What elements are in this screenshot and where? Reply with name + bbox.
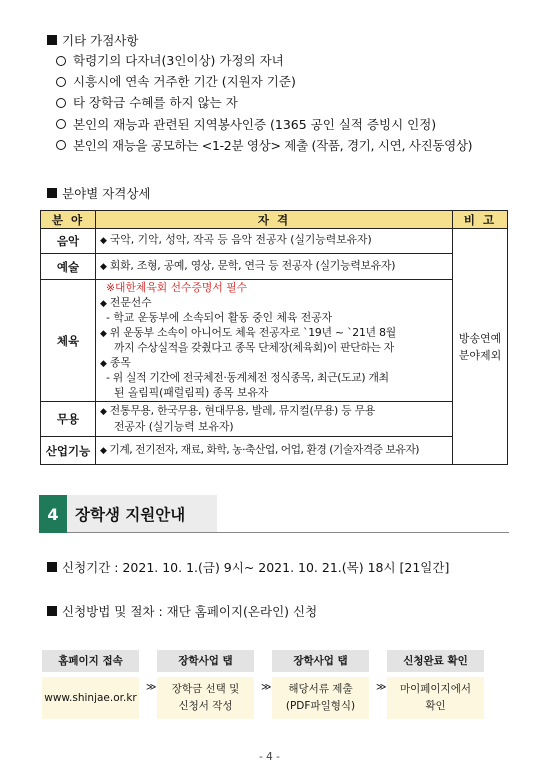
- field-dance: 무용: [41, 402, 96, 437]
- table-row: [41, 254, 508, 280]
- section-title: 장학생 지원안내: [67, 495, 217, 533]
- list-item: 시흥시에 연속 거주한 기간 (지원자 기준): [56, 71, 472, 92]
- qual-art: 회화, 조형, 공예, 영상, 문학, 연극 등 전공자 (실기능력보유자): [109, 258, 396, 272]
- note-line: 분야제외: [458, 348, 502, 362]
- flow-step: 장학사업 탭 해당서류 제출 (PDF파일형식): [272, 650, 369, 719]
- header-field: 분 야: [41, 211, 96, 229]
- section-banner: [39, 495, 509, 533]
- diamond-bullet-icon: ◆: [100, 328, 107, 339]
- note-cell: [453, 229, 508, 465]
- flow-step: 신청완료 확인 마이페이지에서 확인: [387, 650, 484, 719]
- field-industry: 산업기능: [41, 437, 96, 465]
- section-number: 4: [39, 495, 67, 533]
- square-bullet-icon: [47, 188, 57, 198]
- list-item: 타 장학금 수혜를 하지 않는 자: [56, 92, 472, 113]
- sports-required-note: ※대한체육회 선수증명서 필수: [106, 281, 248, 294]
- circle-bullet-icon: [56, 56, 66, 66]
- diamond-bullet-icon: ◆: [100, 261, 107, 272]
- page-number: - 4 -: [259, 751, 280, 763]
- table-header-row: [41, 211, 508, 229]
- square-bullet-icon: [47, 562, 57, 572]
- square-bullet-icon: [47, 35, 57, 45]
- field-sports: 체육: [41, 280, 96, 402]
- list-item: 본인의 재능을 공모하는 <1-2분 영상> 제출 (작품, 경기, 시연, 사진동영상): [56, 135, 472, 156]
- table-row: 무용 ◆ 전통무용, 한국무용, 현대무용, 발레, 뮤지컬(무용) 등 무용 전공자 (실기능력 보유자): [41, 402, 508, 437]
- arrow-right-icon: ≫: [376, 682, 387, 693]
- circle-bullet-icon: [56, 119, 66, 129]
- list-item: 학령기의 다자녀(3인이상) 가정의 자녀: [56, 50, 472, 71]
- arrow-right-icon: ≫: [261, 682, 272, 693]
- qualification-table: [40, 210, 508, 465]
- header-qual: 자 격: [96, 211, 453, 229]
- diamond-bullet-icon: ◆: [100, 445, 107, 456]
- diamond-bullet-icon: ◆: [100, 236, 107, 247]
- field-art: 예술: [41, 254, 96, 280]
- banner-divider: [67, 532, 509, 533]
- flow-step: 장학사업 탭 장학금 선택 및 신청서 작성: [157, 650, 254, 719]
- application-period: 신청기간 : 2021. 10. 1.(금) 9시~ 2021. 10. 21.(목) 18시 [21일간]: [47, 558, 449, 576]
- flow-step: 홈페이지 접속 www.shinjae.or.kr: [42, 650, 139, 719]
- field-qual-heading: [47, 184, 151, 202]
- circle-bullet-icon: [56, 98, 66, 108]
- arrow-right-icon: ≫: [146, 682, 157, 693]
- homepage-url: www.shinjae.or.kr: [44, 691, 137, 704]
- other-bonus-list: [56, 50, 472, 156]
- header-note: 비 고: [453, 211, 508, 229]
- square-bullet-icon: [47, 606, 57, 616]
- diamond-bullet-icon: ◆: [100, 358, 107, 369]
- other-bonus-title: 기타 가점사항: [62, 33, 139, 48]
- table-row: 체육 ※대한체육회 선수증명서 필수 ◆ 전문선수 - 학교 운동부에 소속되어 활동 중인 체육 전공자 ◆ 위 운동부 소속이 아니어도 체육 전공자로 `19년 ~ `21년 8월 까지 수상실적을 갖췄다고 종목 단체장(체육회)이 판단하는 자 ◆ 종목 - 위 실적 기간에 전국체전·동계체전 정식종목, 최근(도교) 개최 된 올림픽(패럴림픽) 종목 보유자: [41, 280, 508, 402]
- diamond-bullet-icon: ◆: [100, 298, 107, 309]
- circle-bullet-icon: [56, 140, 66, 150]
- diamond-bullet-icon: ◆: [100, 407, 107, 417]
- application-method: 신청방법 및 절차 : 재단 홈페이지(온라인) 신청: [47, 602, 317, 620]
- table-row: [41, 229, 508, 254]
- field-music: 음악: [41, 229, 96, 254]
- note-line: 방송연예: [458, 331, 502, 345]
- table-row: [41, 437, 508, 465]
- list-item: 본인의 재능과 관련된 지역봉사인증 (1365 공인 실적 증빙시 인정): [56, 114, 472, 135]
- circle-bullet-icon: [56, 77, 66, 87]
- qual-industry: 기계, 전기전자, 재료, 화학, 농·축산업, 어업, 환경 (기술자격증 보유자): [109, 442, 419, 456]
- field-qual-title: 분야별 자격상세: [62, 186, 151, 201]
- qual-music: 국악, 기악, 성악, 작곡 등 음악 전공자 (실기능력보유자): [109, 233, 372, 247]
- other-bonus-heading: [47, 31, 138, 49]
